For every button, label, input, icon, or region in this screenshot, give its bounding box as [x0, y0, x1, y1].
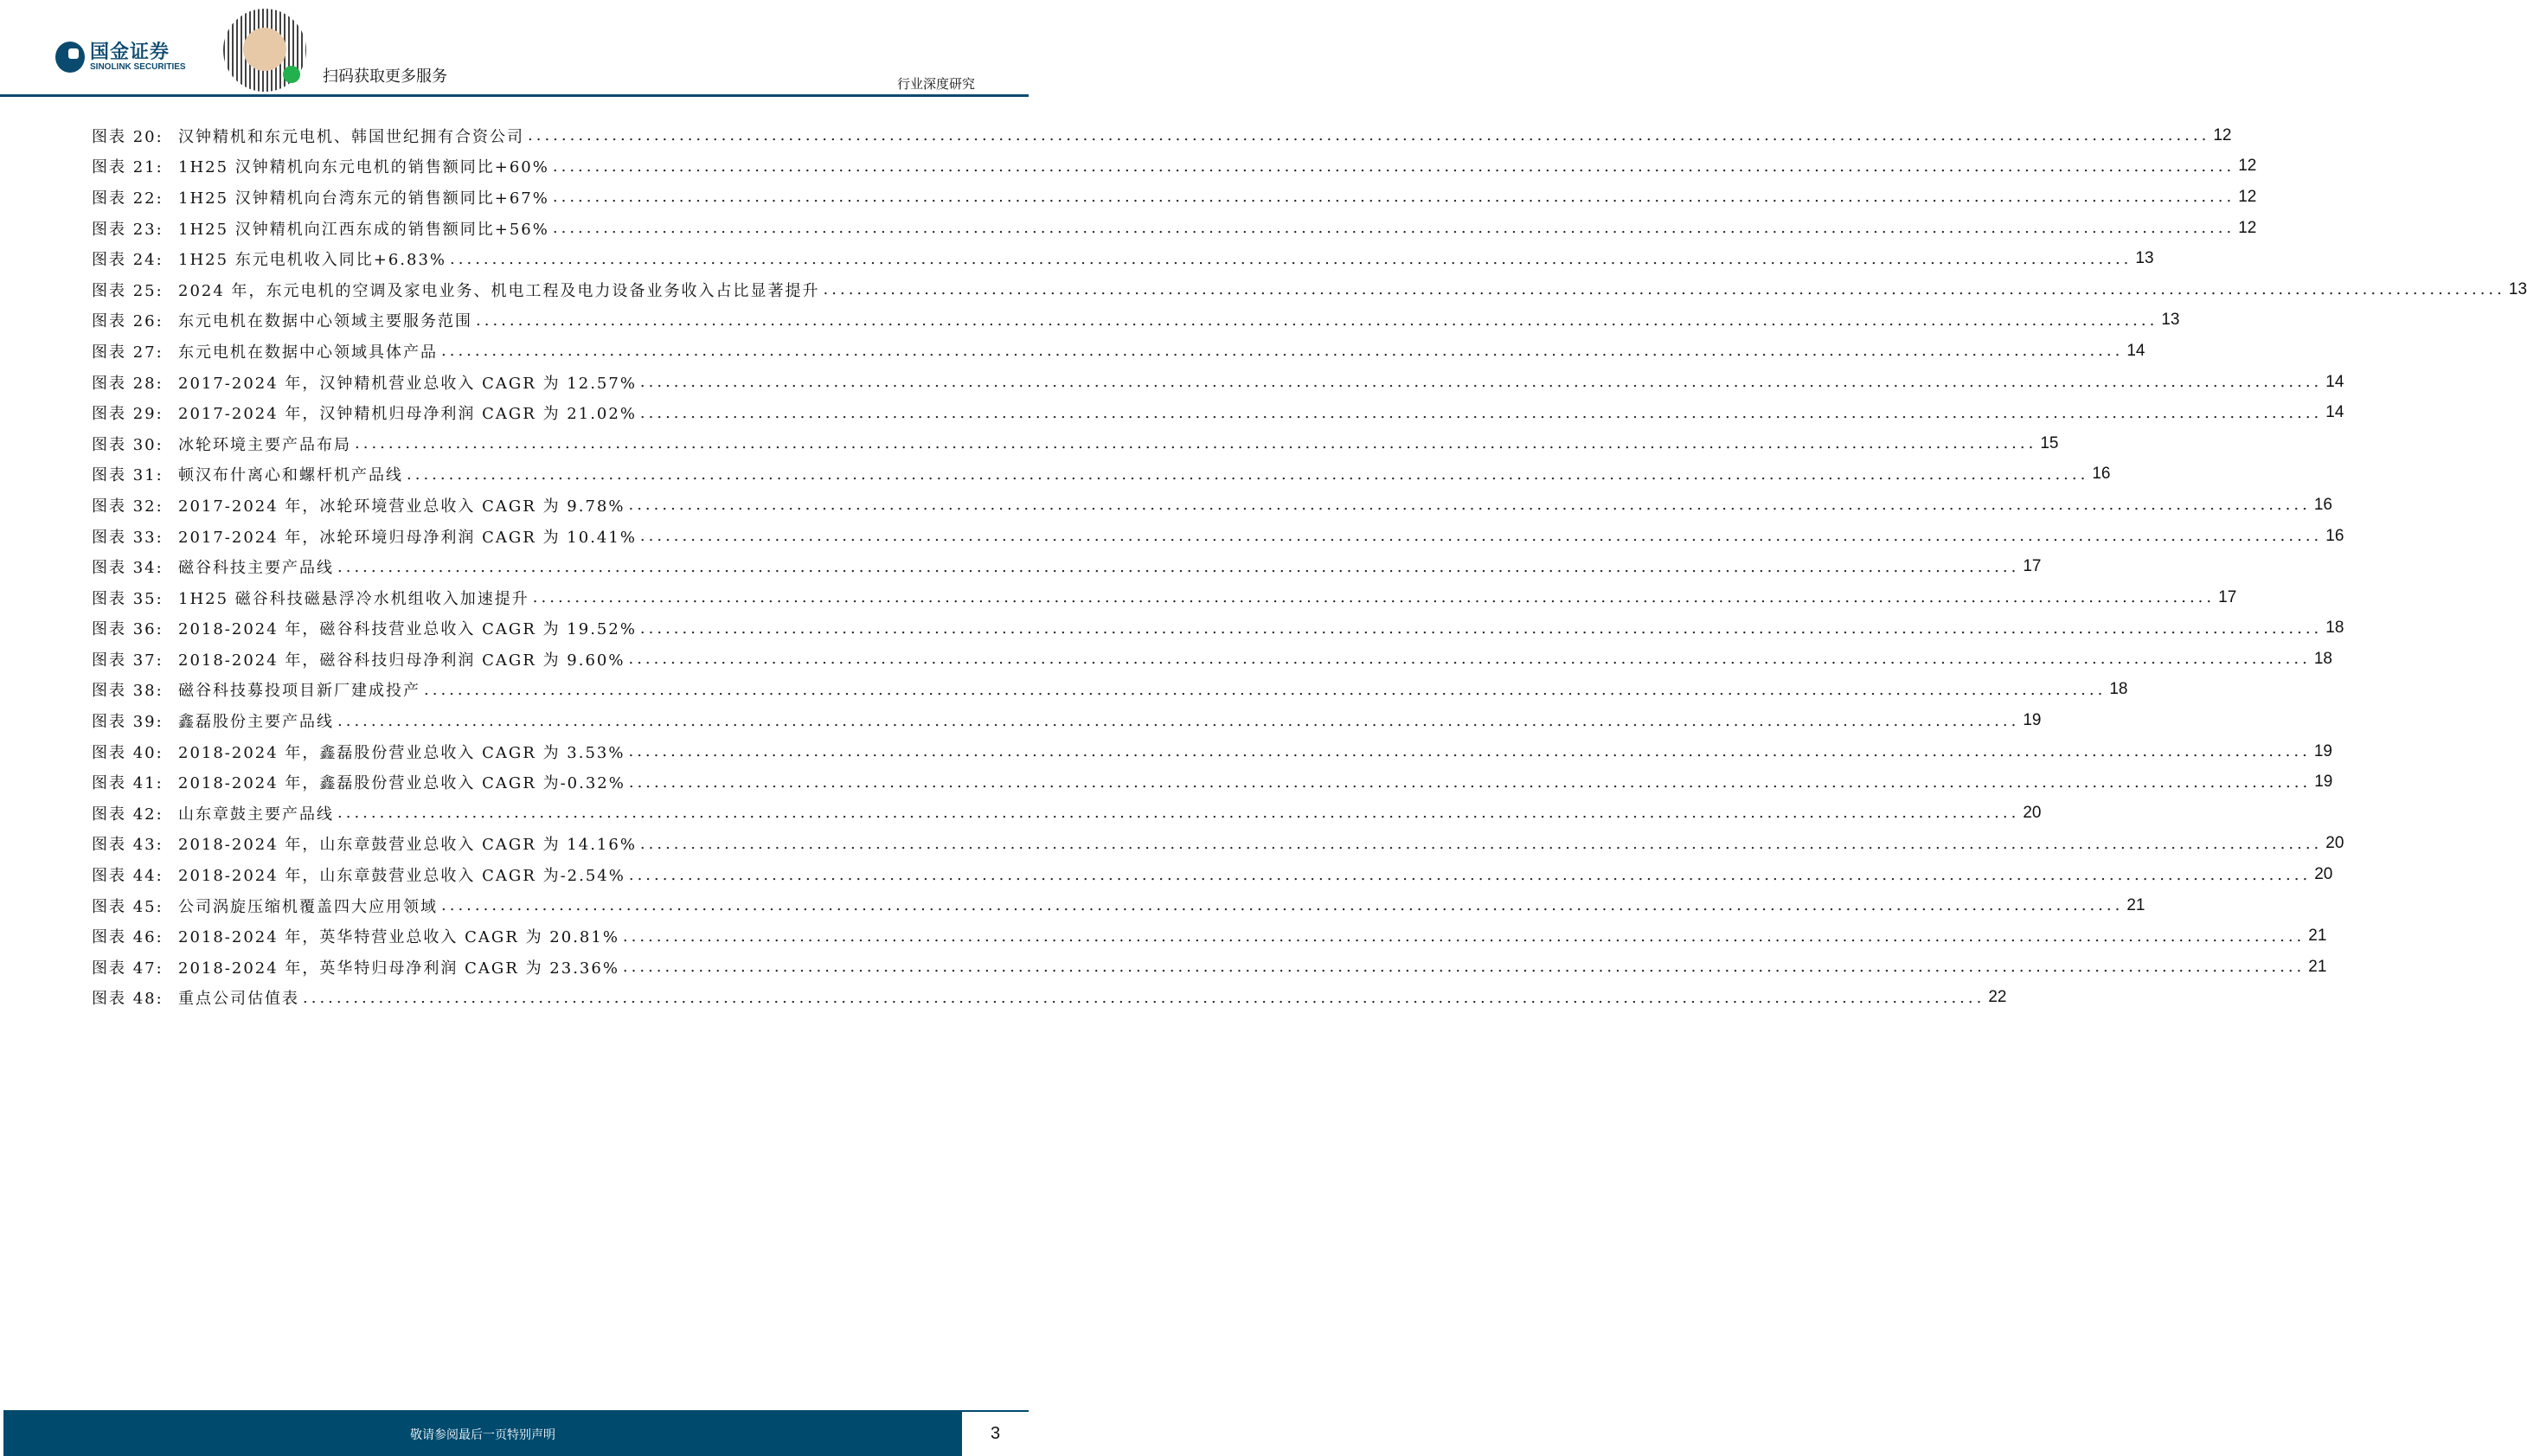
page-ref: 17 — [2218, 587, 2237, 606]
figure-title: 1H25 东元电机收入同比+6.83% — [178, 251, 447, 270]
figure-title: 鑫磊股份主要产品线 — [178, 713, 334, 732]
toc-entry[interactable] — [92, 582, 2237, 613]
dot-leader: ........................................................................................................................................................................................................ — [823, 280, 2505, 299]
dot-leader: ........................................................................................................................................................................................................ — [622, 958, 2306, 977]
dot-leader: ........................................................................................................................................................................................................ — [628, 865, 2312, 884]
figure-label: 图表 32: — [92, 497, 164, 516]
dot-leader: ........................................................................................................................................................................................................ — [628, 742, 2311, 761]
page-ref: 14 — [2126, 341, 2145, 360]
page-ref: 15 — [2040, 433, 2059, 452]
page-ref: 19 — [2314, 773, 2333, 792]
figure-title: 2017-2024 年，冰轮环境营业总收入 CAGR 为 9.78% — [178, 497, 625, 516]
dot-leader: ........................................................................................................................................................................................................ — [532, 588, 2216, 607]
toc-entry[interactable] — [92, 428, 2059, 459]
logo-mark-icon — [55, 42, 85, 73]
header-divider — [0, 94, 1029, 97]
figure-title: 1H25 汉钟精机向东元电机的销售额同比+60% — [178, 158, 549, 177]
figure-title: 2018-2024 年，磁谷科技归母净利润 CAGR 为 9.60% — [178, 651, 625, 670]
dot-leader: ........................................................................................................................................................................................................ — [639, 834, 2323, 853]
toc-entry[interactable] — [92, 983, 2007, 1014]
dot-leader: ........................................................................................................................................................................................................ — [337, 711, 2020, 730]
dot-leader: ........................................................................................................................................................................................................ — [552, 157, 2235, 176]
toc-entry[interactable] — [92, 829, 2344, 860]
page-ref: 17 — [2023, 557, 2042, 576]
footer-disclaimer: 敬请参阅最后一页特别声明 — [3, 1412, 962, 1456]
toc-entry[interactable] — [92, 952, 2327, 983]
page-ref: 21 — [2126, 895, 2145, 914]
figure-title: 2018-2024 年，磁谷科技营业总收入 CAGR 为 19.52% — [178, 620, 637, 639]
dot-leader: ........................................................................................................................................................................................................ — [303, 988, 1985, 1007]
figure-title: 2017-2024 年，汉钟精机营业总收入 CAGR 为 12.57% — [178, 374, 637, 393]
figure-label: 图表 38: — [92, 682, 164, 701]
page-ref: 22 — [1988, 988, 2007, 1007]
page-number: 3 — [990, 1424, 1001, 1443]
figure-title: 顿汉布什离心和螺杆机产品线 — [178, 466, 403, 485]
figure-label: 图表 31: — [92, 466, 164, 485]
page-ref: 13 — [2135, 249, 2154, 268]
toc-entry[interactable] — [92, 644, 2332, 675]
dot-leader: ........................................................................................................................................................................................................ — [476, 311, 2158, 330]
toc-entry[interactable] — [92, 920, 2327, 952]
dot-leader: ........................................................................................................................................................................................................ — [528, 126, 2210, 145]
page-ref: 13 — [2508, 279, 2527, 298]
figure-title: 2018-2024 年，英华特营业总收入 CAGR 为 20.81% — [178, 928, 619, 947]
dot-leader: ........................................................................................................................................................................................................ — [622, 927, 2306, 946]
figure-label: 图表 22: — [92, 189, 164, 208]
figure-label: 图表 24: — [92, 251, 164, 270]
toc-entry[interactable] — [92, 798, 2042, 829]
dot-leader: ........................................................................................................................................................................................................ — [424, 680, 2107, 699]
page-ref: 14 — [2325, 403, 2344, 422]
qr-center-logo-icon — [243, 28, 286, 71]
figure-label: 图表 23: — [92, 220, 164, 239]
toc-entry[interactable] — [92, 274, 2527, 305]
dot-leader: ........................................................................................................................................................................................................ — [628, 496, 2311, 515]
toc-entry[interactable] — [92, 397, 2344, 428]
figure-title: 东元电机在数据中心领域主要服务范围 — [178, 312, 472, 331]
page-ref: 16 — [2092, 465, 2111, 484]
toc-entry[interactable] — [92, 551, 2042, 582]
page-ref: 21 — [2308, 957, 2327, 976]
page-ref: 19 — [2023, 711, 2042, 730]
page-ref: 20 — [2325, 834, 2344, 853]
figure-title: 2024 年，东元电机的空调及家电业务、机电工程及电力设备业务收入占比显著提升 — [178, 281, 820, 300]
toc-entry[interactable] — [92, 890, 2145, 921]
company-logo — [55, 42, 186, 73]
toc-entry[interactable] — [92, 367, 2344, 398]
toc-entry[interactable] — [92, 521, 2344, 552]
page-ref: 20 — [2314, 865, 2333, 884]
toc-entry[interactable] — [92, 736, 2332, 767]
figure-title: 山东章鼓主要产品线 — [178, 805, 334, 824]
figure-label: 图表 44: — [92, 867, 164, 886]
dot-leader: ........................................................................................................................................................................................................ — [441, 896, 2124, 915]
figure-label: 图表 21: — [92, 158, 164, 177]
figure-label: 图表 28: — [92, 374, 164, 393]
figure-label: 图表 47: — [92, 959, 164, 978]
toc-entry[interactable] — [92, 120, 2232, 151]
page-ref: 12 — [2238, 157, 2257, 176]
figure-title: 磁谷科技募投项目新厂建成投产 — [178, 682, 420, 701]
dot-leader: ........................................................................................................................................................................................................ — [639, 619, 2323, 638]
toc-entry[interactable] — [92, 336, 2145, 367]
figure-label: 图表 30: — [92, 435, 164, 454]
figure-title: 2017-2024 年，冰轮环境归母净利润 CAGR 为 10.41% — [178, 528, 637, 547]
dot-leader: ........................................................................................................................................................................................................ — [628, 650, 2311, 669]
page-ref: 18 — [2313, 649, 2332, 668]
wechat-mini-program-icon — [283, 66, 300, 83]
page-ref: 13 — [2161, 311, 2180, 330]
figure-title: 磁谷科技主要产品线 — [178, 559, 334, 578]
toc-entry[interactable] — [92, 305, 2180, 337]
page-ref: 12 — [2213, 125, 2232, 144]
figure-title: 汉钟精机和东元电机、韩国世纪拥有合资公司 — [178, 127, 524, 146]
figure-label: 图表 27: — [92, 343, 164, 362]
report-type: 行业深度研究 — [896, 76, 975, 92]
page-header — [0, 0, 1029, 97]
figure-label: 图表 29: — [92, 405, 164, 424]
page-ref: 18 — [2325, 619, 2344, 638]
figure-title: 重点公司估值表 — [178, 990, 299, 1009]
figure-title: 1H25 汉钟精机向江西东成的销售额同比+56% — [178, 220, 549, 239]
scan-prompt: 扫码获取更多服务 — [323, 67, 447, 85]
toc-entry[interactable] — [92, 859, 2333, 890]
figure-title: 2018-2024 年，山东章鼓营业总收入 CAGR 为-2.54% — [178, 867, 625, 886]
figure-label: 图表 40: — [92, 743, 164, 762]
figure-title: 2018-2024 年，鑫磊股份营业总收入 CAGR 为 3.53% — [178, 743, 625, 762]
page-ref: 14 — [2325, 372, 2344, 391]
figure-label: 图表 25: — [92, 281, 164, 300]
toc-entry[interactable] — [92, 490, 2332, 521]
figure-label: 图表 41: — [92, 774, 164, 793]
logo-en-text: SINOLINK SECURITIES — [90, 62, 186, 72]
dot-leader: ........................................................................................................................................................................................................ — [337, 557, 2020, 576]
page-ref: 12 — [2238, 187, 2257, 206]
toc-entry[interactable] — [92, 675, 2128, 706]
dot-leader: ........................................................................................................................................................................................................ — [552, 188, 2235, 207]
page-ref: 18 — [2109, 680, 2128, 699]
page-ref: 21 — [2308, 927, 2327, 946]
figure-table-of-contents — [92, 120, 2527, 1013]
dot-leader: ........................................................................................................................................................................................................ — [355, 434, 2037, 453]
toc-entry[interactable] — [92, 613, 2344, 645]
dot-leader: ........................................................................................................................................................................................................ — [441, 342, 2124, 361]
toc-entry[interactable] — [92, 459, 2111, 491]
figure-label: 图表 26: — [92, 312, 164, 331]
toc-entry[interactable] — [92, 243, 2154, 274]
dot-leader: ........................................................................................................................................................................................................ — [639, 403, 2323, 422]
figure-label: 图表 39: — [92, 713, 164, 732]
toc-entry[interactable] — [92, 705, 2042, 736]
figure-title: 2018-2024 年，英华特归母净利润 CAGR 为 23.36% — [178, 959, 619, 978]
figure-label: 图表 36: — [92, 620, 164, 639]
dot-leader: ........................................................................................................................................................................................................ — [407, 465, 2089, 484]
page-ref: 16 — [2325, 526, 2344, 545]
toc-entry[interactable] — [92, 213, 2257, 244]
figure-title: 1H25 汉钟精机向台湾东元的销售额同比+67% — [178, 189, 549, 208]
figure-label: 图表 46: — [92, 928, 164, 947]
toc-entry[interactable] — [92, 766, 2333, 798]
dot-leader: ........................................................................................................................................................................................................ — [450, 249, 2133, 268]
figure-title: 2018-2024 年，鑫磊股份营业总收入 CAGR 为-0.32% — [178, 774, 625, 793]
figure-label: 图表 37: — [92, 651, 164, 670]
figure-title: 公司涡旋压缩机覆盖四大应用领域 — [178, 897, 438, 916]
figure-label: 图表 34: — [92, 559, 164, 578]
page-ref: 16 — [2313, 495, 2332, 514]
dot-leader: ........................................................................................................................................................................................................ — [639, 527, 2323, 546]
dot-leader: ........................................................................................................................................................................................................ — [639, 373, 2323, 392]
figure-title: 2017-2024 年，汉钟精机归母净利润 CAGR 为 21.02% — [178, 405, 637, 424]
toc-entry[interactable] — [92, 151, 2257, 183]
toc-entry[interactable] — [92, 182, 2257, 213]
dot-leader: ........................................................................................................................................................................................................ — [552, 219, 2235, 238]
figure-label: 图表 33: — [92, 528, 164, 547]
figure-title: 冰轮环境主要产品布局 — [178, 435, 351, 454]
figure-label: 图表 35: — [92, 589, 164, 608]
figure-title: 1H25 磁谷科技磁悬浮冷水机组收入加速提升 — [178, 589, 529, 608]
figure-label: 图表 45: — [92, 897, 164, 916]
figure-title: 东元电机在数据中心领域具体产品 — [178, 343, 438, 362]
figure-label: 图表 20: — [92, 127, 164, 146]
figure-label: 图表 48: — [92, 990, 164, 1009]
logo-cn-text: 国金证券 — [90, 41, 170, 62]
page-ref: 19 — [2313, 741, 2332, 760]
page-ref: 20 — [2023, 803, 2042, 822]
dot-leader: ........................................................................................................................................................................................................ — [628, 773, 2312, 792]
dot-leader: ........................................................................................................................................................................................................ — [337, 804, 2020, 823]
figure-title: 2018-2024 年，山东章鼓营业总收入 CAGR 为 14.16% — [178, 836, 637, 855]
figure-label: 图表 42: — [92, 805, 164, 824]
page-ref: 12 — [2238, 218, 2257, 237]
figure-label: 图表 43: — [92, 836, 164, 855]
